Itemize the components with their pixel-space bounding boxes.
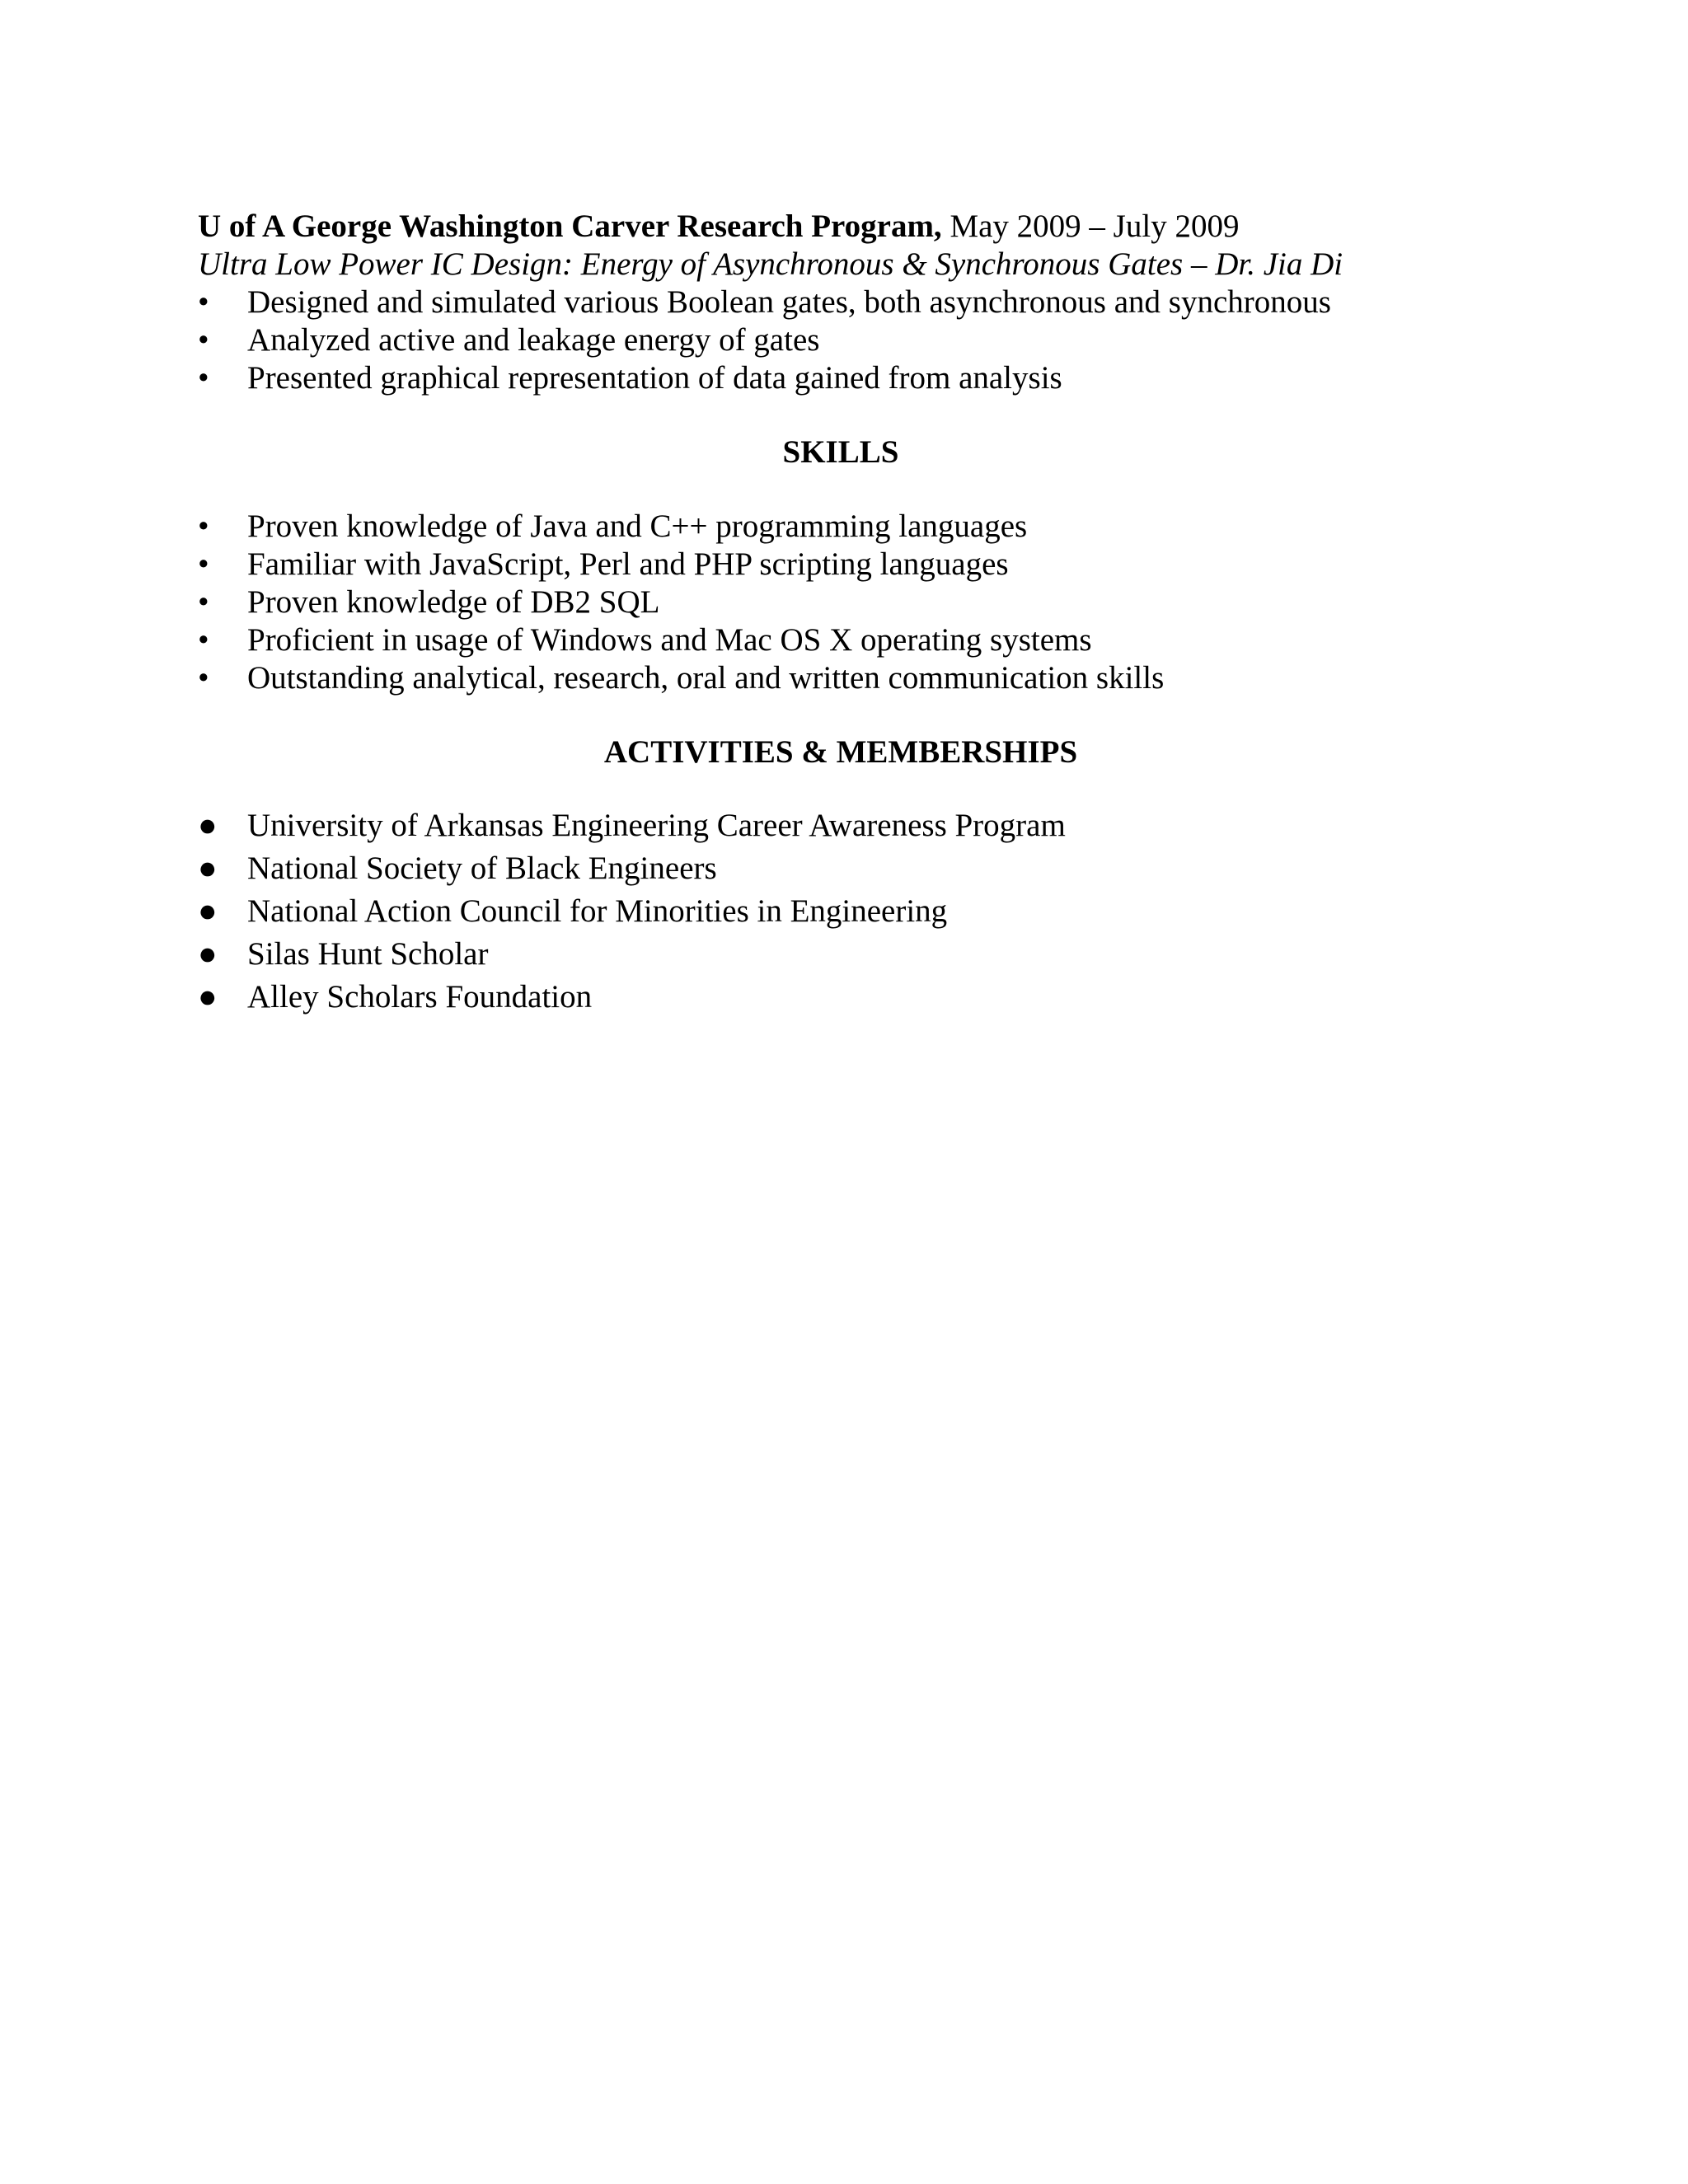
skills-list	[198, 508, 1484, 697]
list-item-text: Familiar with JavaScript, Perl and PHP scripting languages	[247, 546, 1009, 582]
list-item-text: Outstanding analytical, research, oral and written communication skills	[247, 660, 1165, 696]
research-org-line	[198, 208, 1484, 246]
list-item	[198, 359, 1484, 397]
list-item	[198, 933, 1484, 976]
list-item	[198, 847, 1484, 890]
list-item-text: Analyzed active and leakage energy of gates	[247, 322, 820, 358]
list-item-text: Designed and simulated various Boolean gates, both asynchronous and synchronous	[247, 284, 1331, 320]
list-item-text: Proven knowledge of DB2 SQL	[247, 584, 660, 620]
list-item-text: Alley Scholars Foundation	[247, 979, 593, 1015]
skills-heading: SKILLS	[782, 434, 899, 470]
bullet-icon: •	[198, 509, 209, 544]
list-item-text: Proven knowledge of Java and C++ programming languages	[247, 509, 1028, 544]
research-role: Ultra Low Power IC Design: Energy of Asynchronous & Synchronous Gates – Dr. Jia Di	[198, 246, 1343, 282]
activities-list	[198, 804, 1484, 1019]
bullet-icon: •	[198, 584, 209, 620]
list-item-text: University of Arkansas Engineering Career Awareness Program	[247, 808, 1066, 843]
list-item	[198, 508, 1484, 546]
list-item	[198, 621, 1484, 659]
bullet-icon: •	[198, 360, 209, 396]
list-item	[198, 546, 1484, 583]
list-item	[198, 321, 1484, 359]
list-item-text: Presented graphical representation of data gained from analysis	[247, 360, 1062, 396]
research-dates: May 2009 – July 2009	[941, 209, 1240, 244]
activities-heading: ACTIVITIES & MEMBERSHIPS	[603, 734, 1078, 770]
bullet-icon: ●	[198, 979, 218, 1015]
bullet-icon: •	[198, 622, 209, 658]
list-item	[198, 804, 1484, 847]
bullet-icon: •	[198, 322, 209, 358]
bullet-icon: ●	[198, 851, 218, 886]
research-org: U of A George Washington Carver Research Program,	[198, 209, 942, 244]
list-item-text: National Action Council for Minorities in Engineering	[247, 893, 948, 929]
list-item-text: Proficient in usage of Windows and Mac OS X operating systems	[247, 622, 1092, 658]
list-item	[198, 659, 1484, 697]
list-item	[198, 976, 1484, 1019]
research-bullet-list	[198, 284, 1484, 397]
bullet-icon: ●	[198, 808, 218, 843]
list-item	[198, 890, 1484, 933]
list-item	[198, 284, 1484, 321]
bullet-icon: •	[198, 660, 209, 696]
resume-content	[198, 208, 1484, 1019]
bullet-icon: •	[198, 284, 209, 320]
bullet-icon: ●	[198, 893, 218, 929]
list-item-text: National Society of Black Engineers	[247, 851, 717, 886]
list-item-text: Silas Hunt Scholar	[247, 936, 489, 972]
bullet-icon: •	[198, 546, 209, 582]
bullet-icon: ●	[198, 936, 218, 972]
list-item	[198, 583, 1484, 621]
